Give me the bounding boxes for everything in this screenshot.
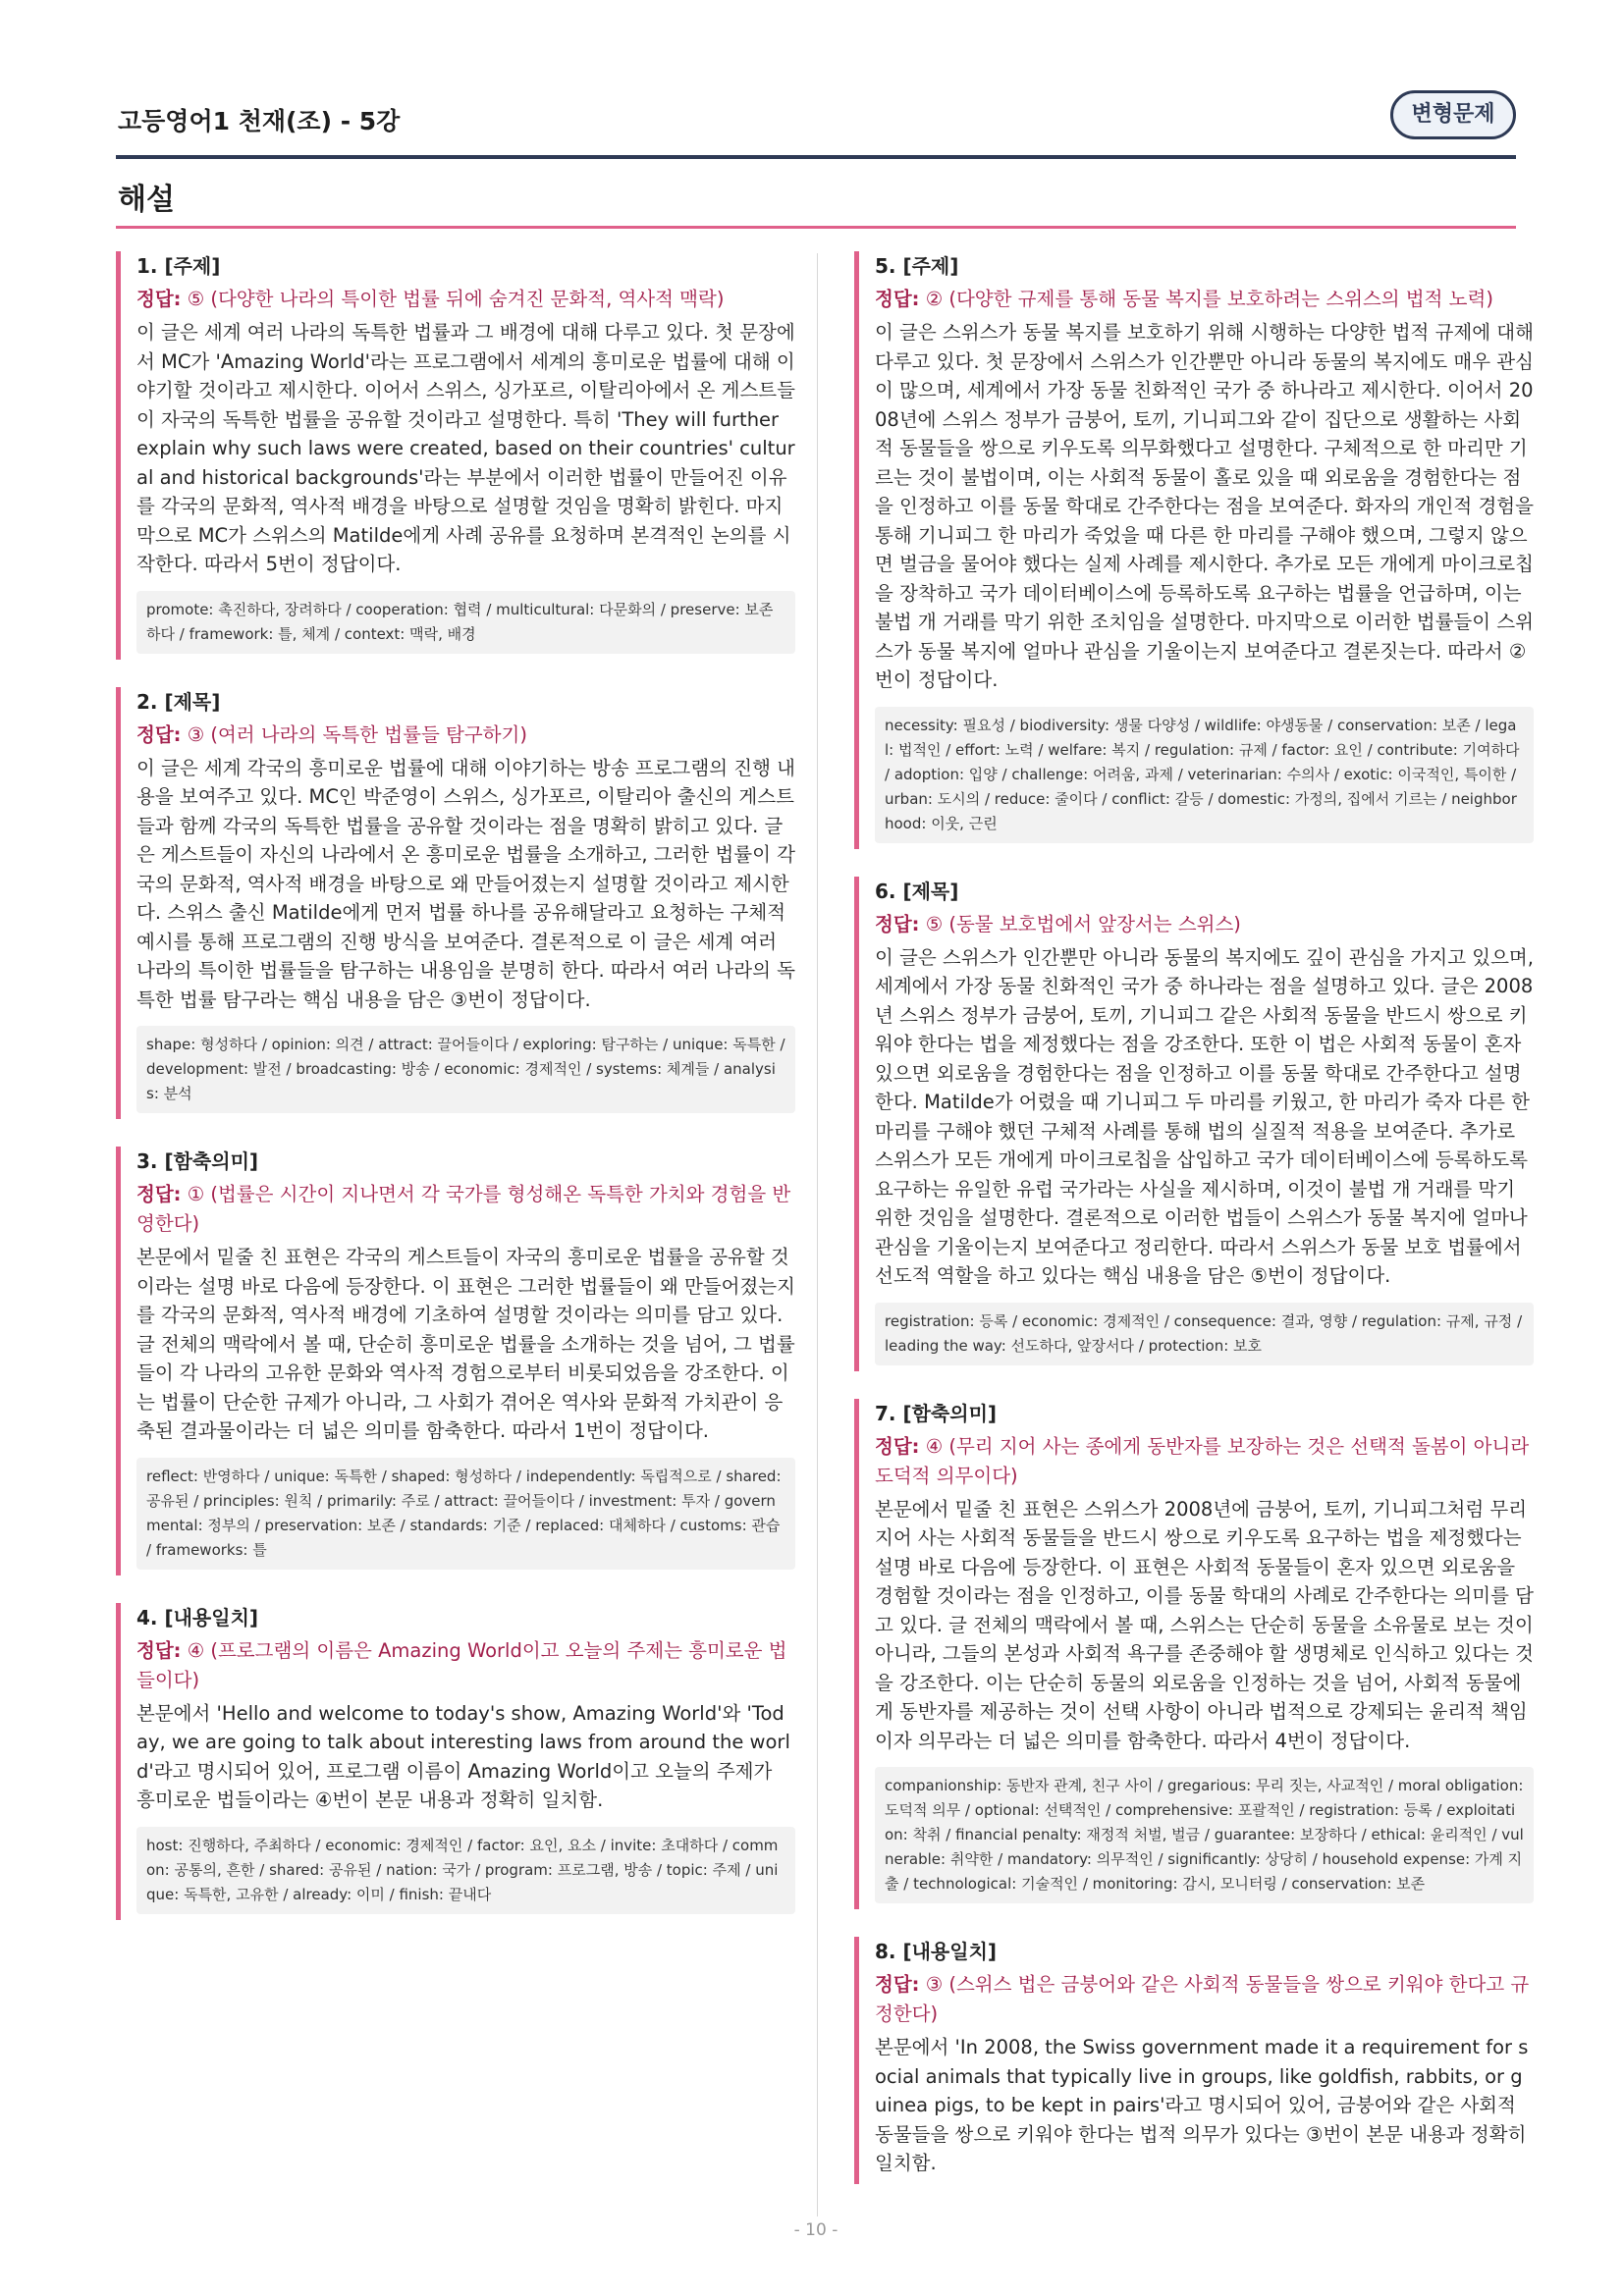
answer-line [136,1636,795,1695]
answer-text: ⑤ (다양한 나라의 특이한 법률 뒤에 숨겨진 문화적, 역사적 맥락) [187,288,725,310]
header-divider [116,155,1516,159]
question-title: 4. [내용일치] [136,1605,259,1629]
answer-label: 정답: [136,1638,182,1662]
answer-line [136,285,795,314]
column-divider [817,253,818,2216]
question-title: 3. [함축의미] [136,1149,259,1173]
question-block-2 [116,687,795,1120]
question-block-5 [854,251,1534,849]
question-block-6 [854,877,1534,1371]
answer-line [136,1180,795,1239]
explanation-text: 이 글은 스위스가 인간뿐만 아니라 동물의 복지에도 깊이 관심을 가지고 있으며, 세계에서 가장 동물 친화적인 국가 중 하나라는 점을 설명하고 있다. 글은 2008년 스위스 정부가 금붕어, 토끼, 기니피그 같은 사회적 동물을 반드시 쌍으로 키워야 한다는 법을 제정했다는 점을 강조한다. 또한 이 법은 사회적 동물이 혼자 있으면 외로움을 경험한다는 점을 인정하고 이를 동물 학대로 간주한다고 설명한다. Matilde가 어렸을 때 기니피그 두 마리를 키웠고, 한 마리가 죽자 다른 한 마리를 구해야 했던 구체적 사례를 통해 법의 실질적 적용을 보여준다. 추가로 스위스가 모든 개에게 마이크로칩을 삽입하고 국가 데이터베이스에 등록하도록 요구하는 유일한 유럽 국가라는 사실을 제시하며, 이것이 불법 개 거래를 막기 위한 것임을 설명한다. 결론적으로 이러한 법들이 스위스가 동물 복지에 얼마나 관심을 기울이는지 보여준다고 정리한다. 따라서 스위스가 동물 보호 법률에서 선도적 역할을 하고 있다는 핵심 내용을 담은 ⑤번이 정답이다. [875,945,1534,1287]
answer-text: ⑤ (동물 보호법에서 앞장서는 스위스) [925,912,1241,935]
explanation-text: 본문에서 'In 2008, the Swiss government made it a requirement for social animals that typically live in groups, like goldfish, rabbits, or guinea pigs, to be kept in pairs'라고 명시되어 있어, 금붕어와 같은 사회적 동물들을 쌍으로 키워야 한다는 법적 의무가 있다는 ③번이 본문 내용과 정확히 일치함. [875,2036,1529,2174]
vocabulary-box: necessity: 필요성 / biodiversity: 생물 다양성 / wildlife: 야생동물 / conservation: 보존 / legal: 법적인 / effort: 노력 / welfare: 복지 / regulation: 규제 / factor: 요인 / contribute: 기여하다 / adoption: 입양 / challenge: 어려움, 과제 / veterinarian: 수의사 / exotic: 이국적인, 특이한 / urban: 도시의 / reduce: 줄이다 / conflict: 갈등 / domestic: 가정의, 집에서 기르는 / neighborhood: 이웃, 근린 [875,707,1534,843]
answer-line [136,721,795,750]
answer-label: 정답: [875,288,920,310]
answer-text: ② (다양한 규제를 통해 동물 복지를 보호하려는 스위스의 법적 노력) [925,288,1493,310]
question-title: 1. [주제] [136,254,221,278]
question-block-8 [854,1937,1534,2184]
answer-label: 정답: [136,288,182,310]
explanation-text: 본문에서 'Hello and welcome to today's show, Amazing World'와 'Today, we are going to talk about interesting laws from around the world'라고 명시되어 있어, 프로그램 이름이 Amazing World이고 오늘의 주제가 흥미로운 법들이라는 ④번이 본문 내용과 정확히 일치함. [136,1701,790,1811]
document-title: 고등영어1 천재(조) - 5강 [118,107,401,135]
question-block-4 [116,1603,795,1920]
answer-line [875,1432,1534,1491]
vocabulary-box: reflect: 반영하다 / unique: 독특한 / shaped: 형성하다 / independently: 독립적으로 / shared: 공유된 / principles: 원칙 / primarily: 주로 / attract: 끌어들이다 / investment: 투자 / governmental: 정부의 / preservation: 보존 / standards: 기준 / replaced: 대체하다 / customs: 관습 / frameworks: 틀 [136,1458,795,1570]
explanation-text: 이 글은 세계 각국의 흥미로운 법률에 대해 이야기하는 방송 프로그램의 진행 내용을 보여주고 있다. MC인 박준영이 스위스, 싱가포르, 이탈리아 출신의 게스트들과 함께 각국의 독특한 법률을 공유할 것이라는 점을 명확히 밝히고 있다. 글은 게스트들이 자신의 나라에서 온 흥미로운 법률을 소개하고, 그러한 법률이 각국의 문화적, 역사적 배경을 바탕으로 왜 만들어졌는지 설명할 것이라고 제시한다. 스위스 출신 Matilde에게 먼저 법률 하나를 공유해달라고 요청하는 구체적 예시를 통해 프로그램의 진행 방식을 보여준다. 결론적으로 이 글은 세계 여러 나라의 특이한 법률들을 탐구하는 내용임을 분명히 한다. 따라서 여러 나라의 독특한 법률 탐구라는 핵심 내용을 담은 ③번이 정답이다. [136,756,795,1011]
answer-text: ④ (프로그램의 이름은 Amazing World이고 오늘의 주제는 흥미로운 법들이다) [136,1638,787,1691]
question-title: 7. [함축의미] [875,1401,998,1425]
answer-line [875,285,1534,314]
answer-label: 정답: [136,1183,182,1205]
answer-line [875,1970,1534,2029]
answer-text: ③ (여러 나라의 독특한 법률들 탐구하기) [187,722,527,746]
explanation-text: 이 글은 세계 여러 나라의 독특한 법률과 그 배경에 대해 다루고 있다. 첫 문장에서 MC가 'Amazing World'라는 프로그램에서 세계의 흥미로운 법률에 대해 이야기할 것이라고 제시한다. 이어서 스위스, 싱가포르, 이탈리아에서 온 게스트들이 자국의 독특한 법률을 공유할 것이라고 설명한다. 특히 'They will further explain why such laws were created, based on their countries' cultural and historical backgrounds'라는 부분에서 이러한 법률이 만들어진 이유를 각국의 문화적, 역사적 배경을 바탕으로 설명할 것임을 명확히 밝힌다. 마지막으로 MC가 스위스의 Matilde에게 사례 공유를 요청하며 본격적인 논의를 시작한다. 따라서 5번이 정답이다. [136,321,795,575]
vocabulary-box: promote: 촉진하다, 장려하다 / cooperation: 협력 / multicultural: 다문화의 / preserve: 보존하다 / framework: 틀, 체계 / context: 맥락, 배경 [136,591,795,654]
variant-problem-badge: 변형문제 [1390,90,1516,139]
answer-label: 정답: [875,1973,920,1996]
vocabulary-box: host: 진행하다, 주최하다 / economic: 경제적인 / factor: 요인, 요소 / invite: 초대하다 / common: 공통의, 흔한 / shared: 공유된 / nation: 국가 / program: 프로그램, 방송 / topic: 주제 / unique: 독특한, 고유한 / already: 이미 / finish: 끝내다 [136,1827,795,1914]
answer-text: ④ (무리 지어 사는 종에게 동반자를 보장하는 것은 선택적 돌봄이 아니라 도덕적 의무이다) [875,1434,1530,1487]
left-column [116,251,795,1948]
explanation-text: 이 글은 스위스가 동물 복지를 보호하기 위해 시행하는 다양한 법적 규제에 대해 다루고 있다. 첫 문장에서 스위스가 인간뿐만 아니라 동물의 복지에도 매우 관심이 많으며, 세계에서 가장 동물 친화적인 국가 중 하나라고 제시한다. 이어서 2008년에 스위스 정부가 금붕어, 토끼, 기니피그와 같이 집단으로 생활하는 사회적 동물들을 쌍으로 키우도록 의무화했다고 설명한다. 구체적으로 한 마리만 기르는 것이 불법이며, 이는 사회적 동물이 홀로 있을 때 외로움을 경험한다는 점을 인정하고 이를 동물 학대로 간주한다는 점을 보여준다. 화자의 개인적 경험을 통해 기니피그 한 마리가 죽었을 때 다른 한 마리를 구해야 했으며, 그렇지 않으면 벌금을 물어야 했다는 실제 사례를 제시한다. 추가로 모든 개에게 마이크로칩을 장착하고 국가 데이터베이스에 등록하도록 요구하는 법률을 언급하며, 이는 불법 개 거래를 막기 위한 조치임을 설명한다. 마지막으로 이러한 법률들이 스위스가 동물 복지에 얼마나 관심을 기울이는지 보여준다고 결론짓는다. 따라서 ②번이 정답이다. [875,321,1534,691]
answer-line [875,910,1534,939]
question-title: 8. [내용일치] [875,1940,998,1963]
right-column [854,251,1534,2212]
answer-text: ① (법률은 시간이 지나면서 각 국가를 형성해온 독특한 가치와 경험을 반영한다) [136,1183,791,1235]
answer-label: 정답: [875,1434,920,1458]
question-block-7 [854,1399,1534,1910]
explanation-text: 본문에서 밑줄 친 표현은 각국의 게스트들이 자국의 흥미로운 법률을 공유할 것이라는 설명 바로 다음에 등장한다. 이 표현은 그러한 법률들이 왜 만들어졌는지를 각국의 문화적, 역사적 배경에 기초하여 설명할 것이라는 의미를 담고 있다. 글 전체의 맥락에서 볼 때, 단순히 흥미로운 법률을 소개하는 것을 넘어, 그 법률들이 각 나라의 고유한 문화와 역사적 경험으로부터 비롯되었음을 강조한다. 이는 법률이 단순한 규제가 아니라, 그 사회가 겪어온 역사와 문화적 가치관이 응축된 결과물이라는 더 넓은 의미를 함축한다. 따라서 1번이 정답이다. [136,1246,795,1442]
vocabulary-box: companionship: 동반자 관계, 친구 사이 / gregarious: 무리 짓는, 사교적인 / moral obligation: 도덕적 의무 / optional: 선택적인 / comprehensive: 포괄적인 / registration: 등록 / exploitation: 착취 / financial penalty: 재정적 처벌, 벌금 / guarantee: 보장하다 / ethical: 윤리적인 / vulnerable: 취약한 / mandatory: 의무적인 / significantly: 상당히 / household expense: 가계 지출 / technological: 기술적인 / monitoring: 감시, 모니터링 / conservation: 보존 [875,1767,1534,1903]
explanation-text: 본문에서 밑줄 친 표현은 스위스가 2008년에 금붕어, 토끼, 기니피그처럼 무리 지어 사는 사회적 동물들을 반드시 쌍으로 키우도록 요구하는 법을 제정했다는 설명 바로 다음에 등장한다. 이 표현은 사회적 동물들이 혼자 있으면 외로움을 경험할 것이라는 점을 인정하고, 이를 동물 학대의 사례로 간주한다는 의미를 담고 있다. 글 전체의 맥락에서 볼 때, 스위스는 단순히 동물을 소유물로 보는 것이 아니라, 그들의 본성과 사회적 욕구를 존중해야 할 생명체로 인식하고 있다는 것을 강조한다. 이는 단순히 동물의 외로움을 인정하는 것을 넘어, 사회적 동물에게 동반자를 제공하는 것이 선택 사항이 아니라 법적으로 강제되는 윤리적 책임이자 의무라는 더 넓은 의미를 함축한다. 따라서 4번이 정답이다. [875,1497,1534,1752]
answer-text: ③ (스위스 법은 금붕어와 같은 사회적 동물들을 쌍으로 키워야 한다고 규정한다) [875,1973,1530,2025]
question-title: 2. [제목] [136,689,221,714]
question-block-1 [116,251,795,660]
question-title: 5. [주제] [875,254,959,278]
page-header [116,90,1516,159]
vocabulary-box: registration: 등록 / economic: 경제적인 / consequence: 결과, 영향 / regulation: 규제, 규정 / leading the way: 선도하다, 앞장서다 / protection: 보호 [875,1303,1534,1365]
question-block-3 [116,1147,795,1575]
vocabulary-box: shape: 형성하다 / opinion: 의견 / attract: 끌어들이다 / exploring: 탐구하는 / unique: 독특한 / development: 발전 / broadcasting: 방송 / economic: 경제적인 / systems: 체계들 / analysis: 분석 [136,1026,795,1113]
section-divider [116,226,1516,229]
question-title: 6. [제목] [875,879,959,903]
answer-label: 정답: [136,722,182,746]
section-title: 해설 [118,183,175,217]
page-number: - 10 - [793,2220,839,2240]
answer-label: 정답: [875,912,920,935]
